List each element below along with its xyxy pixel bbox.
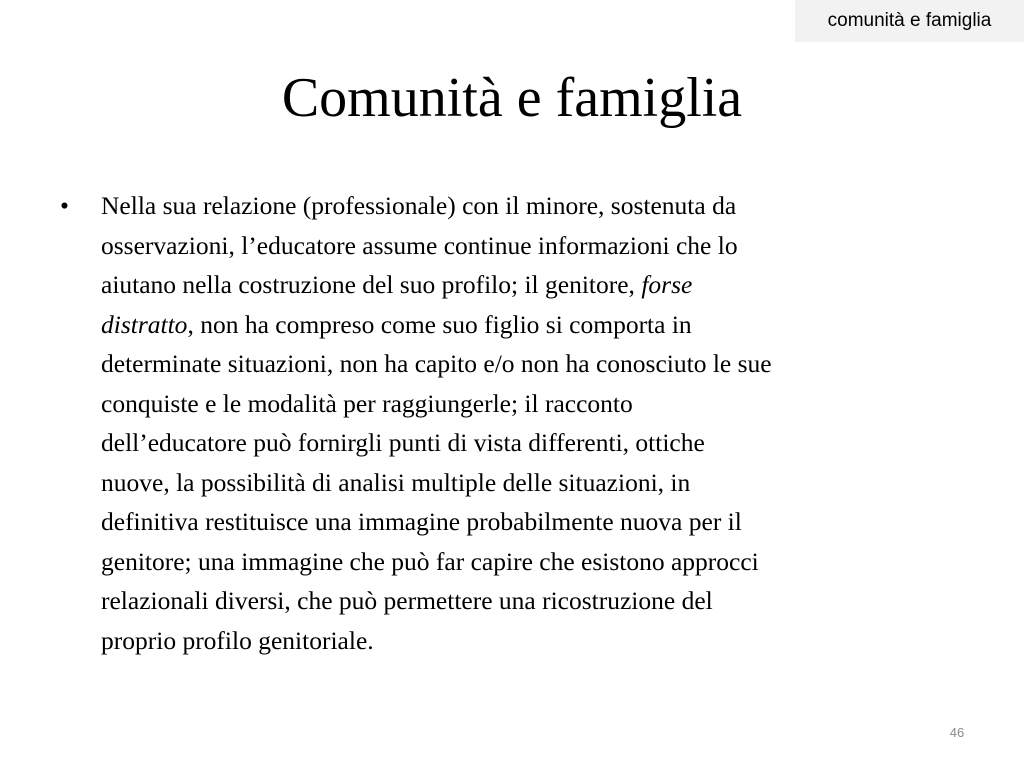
italic-text: forse (641, 270, 693, 299)
bullet-item (60, 186, 980, 660)
text-line: Nella sua relazione (professionale) con il minore, sostenuta da (101, 191, 737, 220)
text-line: relazionali diversi, che può permettere una ricostruzione del (101, 586, 713, 615)
text-line: determinate situazioni, non ha capito e/o non ha conosciuto le sue (101, 349, 772, 378)
section-tag: comunità e famiglia (795, 0, 1024, 42)
slide-title: Comunità e famiglia (281, 67, 743, 129)
text-line: osservazioni, l’educatore assume continue informazioni che lo (101, 230, 738, 260)
text-line: proprio profilo genitoriale. (101, 625, 374, 655)
page-number: 46 (949, 725, 965, 740)
italic-text: distratto (101, 309, 188, 339)
text-line: conquiste e le modalità per raggiungerle; il racconto (101, 388, 633, 418)
text-line: genitore; una immagine che può far capire che esistono approcci (101, 546, 759, 576)
text-line: nuove, la possibilità di analisi multiple delle situazioni, in (101, 467, 691, 497)
text-line (101, 265, 980, 305)
text-line: definitiva restituisce una immagine probabilmente nuova per il (101, 507, 742, 536)
text-line (101, 305, 980, 345)
bullet-icon: • (60, 191, 69, 220)
bullet-list (60, 186, 980, 660)
text-segment: aiutano nella costruzione del suo profilo; il genitore, (101, 270, 642, 299)
text-line: dell’educatore può fornirgli punti di vista differenti, ottiche (101, 428, 705, 457)
text-segment: , non ha compreso come suo figlio si comporta in (187, 309, 692, 339)
